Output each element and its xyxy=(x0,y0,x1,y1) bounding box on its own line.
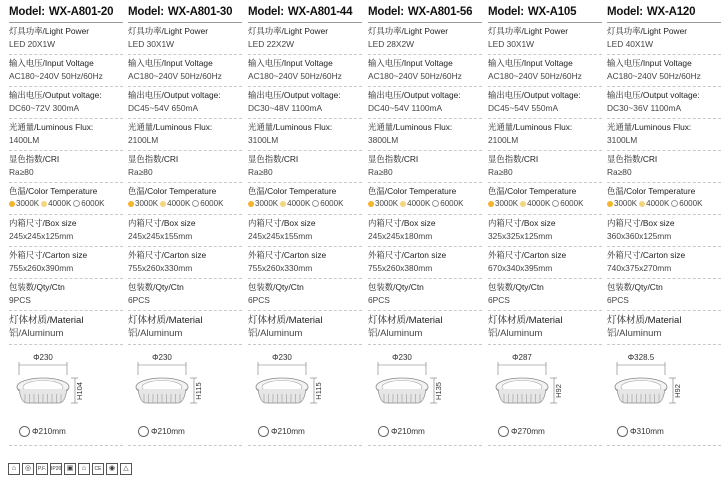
carton-size-row xyxy=(248,247,362,279)
carton-size-label: 外箱尺寸/Carton size xyxy=(368,250,447,260)
product-column xyxy=(248,0,362,446)
warm-dot-icon xyxy=(9,201,15,207)
model-number: WX-A801-56 xyxy=(407,6,473,18)
neutral-dot-icon xyxy=(520,201,526,207)
downlight-illustration xyxy=(368,345,482,425)
cri-row xyxy=(607,151,721,183)
cool-dot-icon xyxy=(192,200,199,207)
height-label: H104 xyxy=(75,382,84,400)
ip-rating-icon: IP20 xyxy=(50,463,62,475)
output-voltage-value: DC30~48V 1100mA xyxy=(248,102,323,113)
model-label: Model: xyxy=(9,6,45,18)
box-size-label: 内箱尺寸/Box size xyxy=(488,218,556,228)
light-power-value: LED 40X1W xyxy=(607,38,654,49)
qty-per-carton-label: 包装数/Qty/Ctn xyxy=(607,282,663,292)
material-row xyxy=(607,311,721,345)
light-power-label: 灯具功率/Light Power xyxy=(9,26,90,36)
cutout-circle-icon xyxy=(258,426,269,437)
box-size-row xyxy=(9,215,123,247)
box-size-row xyxy=(128,215,242,247)
material-row xyxy=(368,311,482,345)
cool-dot-icon xyxy=(671,200,678,207)
color-temperature-option: 6000K xyxy=(560,198,584,208)
input-voltage-value: AC180~240V 50Hz/60Hz xyxy=(9,70,103,81)
carton-size-value: 740x375x270mm xyxy=(607,262,672,273)
light-power-label: 灯具功率/Light Power xyxy=(128,26,209,36)
downlight-drawing xyxy=(368,345,482,446)
color-temperature-option: 4000K xyxy=(167,198,191,208)
box-size-row xyxy=(607,215,721,247)
carton-size-value: 755x260x380mm xyxy=(368,262,433,273)
downlight-drawing xyxy=(488,345,602,446)
luminous-flux-label: 光通量/Luminous Flux: xyxy=(368,122,453,132)
color-temperature-option: 3000K xyxy=(375,198,399,208)
cri-label: 显色指数/CRI xyxy=(488,154,539,164)
light-power-label: 灯具功率/Light Power xyxy=(248,26,329,36)
certification-strip xyxy=(8,463,132,475)
color-temperature-label: 色温/Color Temperature xyxy=(9,186,98,196)
cool-dot-icon xyxy=(73,200,80,207)
light-power-row xyxy=(9,23,123,55)
output-voltage-label: 输出电压/Output voltage: xyxy=(607,90,700,100)
warm-dot-icon xyxy=(607,201,613,207)
qty-per-carton-value: 6PCS xyxy=(607,294,629,305)
color-temperature-row xyxy=(488,183,602,215)
box-size-row xyxy=(488,215,602,247)
input-voltage-label: 输入电压/Input Voltage xyxy=(368,58,453,68)
warm-dot-icon xyxy=(128,201,134,207)
output-voltage-value: DC60~72V 300mA xyxy=(9,102,80,113)
neutral-dot-icon xyxy=(400,201,406,207)
carton-size-label: 外箱尺寸/Carton size xyxy=(9,250,88,260)
cool-dot-icon xyxy=(552,200,559,207)
input-voltage-label: 输入电压/Input Voltage xyxy=(128,58,213,68)
color-temperature-row xyxy=(368,183,482,215)
model-number: WX-A801-20 xyxy=(48,6,114,18)
luminous-flux-value: 3100LM xyxy=(607,134,638,145)
height-label: H115 xyxy=(194,382,203,400)
input-voltage-label: 输入电压/Input Voltage xyxy=(607,58,692,68)
carton-size-row xyxy=(128,247,242,279)
cutout-circle-icon xyxy=(19,426,30,437)
luminous-flux-row xyxy=(248,119,362,151)
material-row xyxy=(128,311,242,345)
input-voltage-value: AC180~240V 50Hz/60Hz xyxy=(248,70,342,81)
material-label: 灯体材质/Material xyxy=(248,315,323,326)
color-temperature-option: 4000K xyxy=(407,198,431,208)
product-column xyxy=(9,0,123,446)
cri-value: Ra≥80 xyxy=(9,166,34,177)
downlight-drawing xyxy=(607,345,721,446)
qty-per-carton-label: 包装数/Qty/Ctn xyxy=(488,282,544,292)
qty-per-carton-row xyxy=(488,279,602,311)
color-temperature-row xyxy=(9,183,123,215)
material-row xyxy=(248,311,362,345)
qty-per-carton-value: 6PCS xyxy=(248,294,270,305)
cri-row xyxy=(9,151,123,183)
color-temperature-label: 色温/Color Temperature xyxy=(128,186,217,196)
cutout-dimension xyxy=(617,426,664,437)
color-temperature-label: 色温/Color Temperature xyxy=(488,186,577,196)
color-temperature-options xyxy=(9,198,123,211)
cri-label: 显色指数/CRI xyxy=(607,154,658,164)
product-column xyxy=(128,0,242,446)
material-row xyxy=(488,311,602,345)
color-temperature-options xyxy=(607,198,721,211)
light-power-row xyxy=(607,23,721,55)
cri-row xyxy=(488,151,602,183)
light-power-row xyxy=(128,23,242,55)
qty-per-carton-value: 9PCS xyxy=(9,294,31,305)
model-title xyxy=(9,0,123,22)
qty-per-carton-value: 6PCS xyxy=(488,294,510,305)
color-temperature-option: 6000K xyxy=(320,198,344,208)
box-size-label: 内箱尺寸/Box size xyxy=(128,218,196,228)
color-temperature-option: 3000K xyxy=(614,198,638,208)
qty-per-carton-row xyxy=(128,279,242,311)
height-label: H115 xyxy=(314,382,323,400)
light-power-value: LED 22X2W xyxy=(248,38,295,49)
downlight-drawing xyxy=(248,345,362,446)
light-power-row xyxy=(248,23,362,55)
material-label: 灯体材质/Material xyxy=(128,315,203,326)
box-size-label: 内箱尺寸/Box size xyxy=(248,218,316,228)
carton-size-value: 670x340x395mm xyxy=(488,262,553,273)
carton-size-label: 外箱尺寸/Carton size xyxy=(607,250,686,260)
luminous-flux-row xyxy=(128,119,242,151)
model-title xyxy=(488,0,602,22)
height-label: H135 xyxy=(434,382,443,400)
input-voltage-row xyxy=(9,55,123,87)
output-voltage-label: 输出电压/Output voltage: xyxy=(368,90,461,100)
cri-row xyxy=(368,151,482,183)
color-temperature-row xyxy=(607,183,721,215)
output-voltage-label: 输出电压/Output voltage: xyxy=(128,90,221,100)
box-size-row xyxy=(248,215,362,247)
luminous-flux-value: 3800LM xyxy=(368,134,399,145)
luminous-flux-label: 光通量/Luminous Flux: xyxy=(488,122,573,132)
product-column xyxy=(488,0,602,446)
diameter-label: Φ287 xyxy=(512,353,532,362)
cri-label: 显色指数/CRI xyxy=(128,154,179,164)
carton-size-label: 外箱尺寸/Carton size xyxy=(248,250,327,260)
material-value: 铝/Aluminum xyxy=(488,328,543,339)
model-label: Model: xyxy=(128,6,164,18)
light-power-label: 灯具功率/Light Power xyxy=(607,26,688,36)
output-voltage-row xyxy=(607,87,721,119)
qty-per-carton-row xyxy=(607,279,721,311)
model-label: Model: xyxy=(488,6,524,18)
output-voltage-row xyxy=(128,87,242,119)
light-power-value: LED 30X1W xyxy=(488,38,535,49)
model-label: Model: xyxy=(607,6,643,18)
cutout-value: Φ210mm xyxy=(32,427,66,436)
material-value: 铝/Aluminum xyxy=(128,328,183,339)
box-size-label: 内箱尺寸/Box size xyxy=(9,218,77,228)
model-title xyxy=(248,0,362,22)
cri-row xyxy=(248,151,362,183)
material-value: 铝/Aluminum xyxy=(607,328,662,339)
model-title xyxy=(128,0,242,22)
cutout-dimension xyxy=(258,426,305,437)
luminous-flux-label: 光通量/Luminous Flux: xyxy=(128,122,213,132)
qty-per-carton-label: 包装数/Qty/Ctn xyxy=(368,282,424,292)
cutout-dimension xyxy=(378,426,425,437)
diameter-label: Φ328.5 xyxy=(627,353,655,362)
downlight-illustration xyxy=(607,345,721,425)
output-voltage-value: DC45~54V 650mA xyxy=(128,102,199,113)
carton-size-row xyxy=(607,247,721,279)
downlight-drawing xyxy=(128,345,242,446)
cutout-circle-icon xyxy=(378,426,389,437)
qty-per-carton-row xyxy=(248,279,362,311)
carton-size-row xyxy=(488,247,602,279)
cutout-dimension xyxy=(138,426,185,437)
cri-row xyxy=(128,151,242,183)
material-label: 灯体材质/Material xyxy=(9,315,84,326)
material-row xyxy=(9,311,123,345)
input-voltage-label: 输入电压/Input Voltage xyxy=(9,58,94,68)
luminous-flux-label: 光通量/Luminous Flux: xyxy=(248,122,333,132)
diameter-label: Φ230 xyxy=(272,353,292,362)
luminous-flux-value: 2100LM xyxy=(488,134,519,145)
warm-dot-icon xyxy=(248,201,254,207)
output-voltage-label: 输出电压/Output voltage: xyxy=(9,90,102,100)
color-temperature-options xyxy=(368,198,482,211)
model-title xyxy=(607,0,721,22)
box-size-label: 内箱尺寸/Box size xyxy=(607,218,675,228)
luminous-flux-row xyxy=(9,119,123,151)
warning-icon: △ xyxy=(120,463,132,475)
input-voltage-row xyxy=(248,55,362,87)
cutout-dimension xyxy=(498,426,545,437)
model-label: Model: xyxy=(368,6,404,18)
box-size-label: 内箱尺寸/Box size xyxy=(368,218,436,228)
output-voltage-row xyxy=(368,87,482,119)
input-voltage-value: AC180~240V 50Hz/60Hz xyxy=(368,70,462,81)
carton-size-label: 外箱尺寸/Carton size xyxy=(488,250,567,260)
indoor-icon: ⌂ xyxy=(78,463,90,475)
output-voltage-label: 输出电压/Output voltage: xyxy=(488,90,581,100)
model-number: WX-A801-44 xyxy=(287,6,353,18)
carton-size-value: 755x260x330mm xyxy=(248,262,313,273)
warm-dot-icon xyxy=(488,201,494,207)
box-size-value: 360x360x125mm xyxy=(607,230,672,241)
color-temperature-row xyxy=(248,183,362,215)
input-voltage-value: AC180~240V 50Hz/60Hz xyxy=(607,70,701,81)
input-voltage-value: AC180~240V 50Hz/60Hz xyxy=(488,70,582,81)
color-temperature-option: 6000K xyxy=(81,198,105,208)
color-temperature-options xyxy=(488,198,602,211)
material-value: 铝/Aluminum xyxy=(368,328,423,339)
downlight-illustration xyxy=(128,345,242,425)
cri-value: Ra≥80 xyxy=(607,166,632,177)
color-temperature-option: 6000K xyxy=(679,198,703,208)
light-power-value: LED 20X1W xyxy=(9,38,56,49)
material-label: 灯体材质/Material xyxy=(368,315,443,326)
light-power-value: LED 30X1W xyxy=(128,38,175,49)
input-voltage-label: 输入电压/Input Voltage xyxy=(488,58,573,68)
cri-value: Ra≥80 xyxy=(488,166,513,177)
color-temperature-option: 6000K xyxy=(440,198,464,208)
qty-per-carton-row xyxy=(368,279,482,311)
neutral-dot-icon xyxy=(639,201,645,207)
color-temperature-label: 色温/Color Temperature xyxy=(607,186,696,196)
luminous-flux-label: 光通量/Luminous Flux: xyxy=(607,122,692,132)
diameter-label: Φ230 xyxy=(392,353,412,362)
cri-label: 显色指数/CRI xyxy=(9,154,60,164)
cutout-value: Φ210mm xyxy=(271,427,305,436)
downlight-illustration xyxy=(9,345,123,425)
model-number: WX-A105 xyxy=(527,6,577,18)
ccc-mark-icon: ◉ xyxy=(106,463,118,475)
downlight-drawing xyxy=(9,345,123,446)
box-size-value: 245x245x180mm xyxy=(368,230,433,241)
light-power-row xyxy=(368,23,482,55)
output-voltage-label: 输出电压/Output voltage: xyxy=(248,90,341,100)
box-size-row xyxy=(368,215,482,247)
color-temperature-option: 4000K xyxy=(287,198,311,208)
box-size-value: 245x245x155mm xyxy=(248,230,313,241)
height-label: H92 xyxy=(673,384,682,398)
color-temperature-option: 4000K xyxy=(646,198,670,208)
product-column xyxy=(607,0,721,446)
cutout-dimension xyxy=(19,426,66,437)
qty-per-carton-label: 包装数/Qty/Ctn xyxy=(9,282,65,292)
material-value: 铝/Aluminum xyxy=(9,328,64,339)
class-ii-icon: ▣ xyxy=(64,463,76,475)
cri-value: Ra≥80 xyxy=(368,166,393,177)
qty-per-carton-label: 包装数/Qty/Ctn xyxy=(248,282,304,292)
model-title xyxy=(368,0,482,22)
input-voltage-row xyxy=(128,55,242,87)
qty-per-carton-value: 6PCS xyxy=(128,294,150,305)
color-temperature-row xyxy=(128,183,242,215)
neutral-dot-icon xyxy=(41,201,47,207)
input-voltage-value: AC180~240V 50Hz/60Hz xyxy=(128,70,222,81)
iso-icon: P.F. xyxy=(36,463,48,475)
input-voltage-row xyxy=(607,55,721,87)
color-temperature-options xyxy=(248,198,362,211)
neutral-dot-icon xyxy=(280,201,286,207)
color-temperature-option: 4000K xyxy=(527,198,551,208)
luminous-flux-row xyxy=(488,119,602,151)
color-temperature-option: 3000K xyxy=(135,198,159,208)
cool-dot-icon xyxy=(312,200,319,207)
output-voltage-value: DC40~54V 1100mA xyxy=(368,102,443,113)
height-label: H92 xyxy=(554,384,563,398)
qty-per-carton-label: 包装数/Qty/Ctn xyxy=(128,282,184,292)
input-voltage-row xyxy=(368,55,482,87)
carton-size-row xyxy=(9,247,123,279)
cutout-circle-icon xyxy=(138,426,149,437)
carton-size-value: 755x260x330mm xyxy=(128,262,193,273)
box-size-value: 245x245x125mm xyxy=(9,230,74,241)
luminous-flux-value: 3100LM xyxy=(248,134,279,145)
luminous-flux-value: 2100LM xyxy=(128,134,159,145)
color-temperature-option: 3000K xyxy=(255,198,279,208)
light-power-value: LED 28X2W xyxy=(368,38,415,49)
luminous-flux-value: 1400LM xyxy=(9,134,40,145)
color-temperature-option: 4000K xyxy=(48,198,72,208)
cri-label: 显色指数/CRI xyxy=(368,154,419,164)
box-size-value: 245x245x155mm xyxy=(128,230,193,241)
fixture-mount-icon: ⌂ xyxy=(8,463,20,475)
luminous-flux-row xyxy=(607,119,721,151)
downlight-illustration xyxy=(488,345,602,425)
material-value: 铝/Aluminum xyxy=(248,328,303,339)
color-temperature-option: 6000K xyxy=(200,198,224,208)
input-voltage-label: 输入电压/Input Voltage xyxy=(248,58,333,68)
cri-label: 显色指数/CRI xyxy=(248,154,299,164)
output-voltage-row xyxy=(9,87,123,119)
material-label: 灯体材质/Material xyxy=(607,315,682,326)
model-number: WX-A801-30 xyxy=(167,6,233,18)
warm-dot-icon xyxy=(368,201,374,207)
luminous-flux-label: 光通量/Luminous Flux: xyxy=(9,122,94,132)
color-temperature-options xyxy=(128,198,242,211)
carton-size-label: 外箱尺寸/Carton size xyxy=(128,250,207,260)
downlight-illustration xyxy=(248,345,362,425)
cutout-value: Φ310mm xyxy=(630,427,664,436)
light-power-label: 灯具功率/Light Power xyxy=(368,26,449,36)
color-temperature-option: 3000K xyxy=(495,198,519,208)
diameter-label: Φ230 xyxy=(152,353,172,362)
output-voltage-value: DC30~36V 1100mA xyxy=(607,102,682,113)
input-voltage-row xyxy=(488,55,602,87)
cri-value: Ra≥80 xyxy=(128,166,153,177)
light-power-row xyxy=(488,23,602,55)
bulb-icon: ◎ xyxy=(22,463,34,475)
product-column xyxy=(368,0,482,446)
color-temperature-label: 色温/Color Temperature xyxy=(248,186,337,196)
material-label: 灯体材质/Material xyxy=(488,315,563,326)
ce-mark-icon: CE xyxy=(92,463,104,475)
cutout-circle-icon xyxy=(617,426,628,437)
output-voltage-value: DC45~54V 550mA xyxy=(488,102,559,113)
output-voltage-row xyxy=(248,87,362,119)
cutout-value: Φ210mm xyxy=(391,427,425,436)
neutral-dot-icon xyxy=(160,201,166,207)
cutout-circle-icon xyxy=(498,426,509,437)
cutout-value: Φ270mm xyxy=(511,427,545,436)
cri-value: Ra≥80 xyxy=(248,166,273,177)
box-size-value: 325x325x125mm xyxy=(488,230,553,241)
model-number: WX-A120 xyxy=(646,6,696,18)
cool-dot-icon xyxy=(432,200,439,207)
qty-per-carton-value: 6PCS xyxy=(368,294,390,305)
color-temperature-label: 色温/Color Temperature xyxy=(368,186,457,196)
carton-size-row xyxy=(368,247,482,279)
carton-size-value: 755x260x390mm xyxy=(9,262,74,273)
output-voltage-row xyxy=(488,87,602,119)
model-label: Model: xyxy=(248,6,284,18)
qty-per-carton-row xyxy=(9,279,123,311)
light-power-label: 灯具功率/Light Power xyxy=(488,26,569,36)
luminous-flux-row xyxy=(368,119,482,151)
color-temperature-option: 3000K xyxy=(16,198,40,208)
cutout-value: Φ210mm xyxy=(151,427,185,436)
diameter-label: Φ230 xyxy=(33,353,53,362)
